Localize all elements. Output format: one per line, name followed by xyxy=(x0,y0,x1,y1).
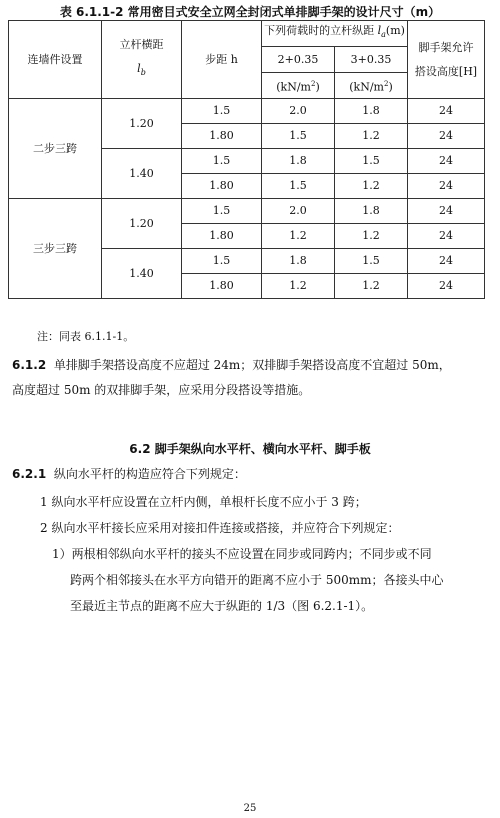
header-load-a-unit: $(kN/m^2)$ xyxy=(262,73,335,99)
cell-step-h: 1.80 xyxy=(182,274,262,299)
header-load-b-unit: $(kN/m^2)$ xyxy=(335,73,408,99)
table-row xyxy=(9,99,485,124)
cell-la-load-b: 1.2 xyxy=(335,224,408,249)
page-number: 25 xyxy=(243,803,257,814)
cell-height: 24 xyxy=(408,174,485,199)
cell-step-h: 1.5 xyxy=(182,149,262,174)
cell-la-load-a: 1.8 xyxy=(262,149,335,174)
cell-step-h: 1.80 xyxy=(182,124,262,149)
cell-step-h: 1.5 xyxy=(182,99,262,124)
cell-la-load-a: 2.0 xyxy=(262,99,335,124)
clause-6-1-2: 6.1.2 单排脚手架搭设高度不应超过 24m；双排脚手架搭设高度不宜超过 50m， xyxy=(12,358,451,372)
cell-height: 24 xyxy=(408,249,485,274)
cell-height: 24 xyxy=(408,124,485,149)
cell-lb: 1.20 xyxy=(102,199,182,249)
cell-la-load-b: 1.8 xyxy=(335,199,408,224)
cell-step-h: 1.5 xyxy=(182,249,262,274)
table-caption: 表 6.1.1-2 常用密目式安全立网全封闭式单排脚手架的设计尺寸（m） xyxy=(59,5,441,19)
cell-step-h: 1.80 xyxy=(182,224,262,249)
cell-la-load-a: 1.5 xyxy=(262,124,335,149)
section-heading-6-2: 6.2 脚手架纵向水平杆、横向水平杆、脚手板 xyxy=(129,442,371,456)
cell-la-load-a: 2.0 xyxy=(262,199,335,224)
cell-step-h: 1.5 xyxy=(182,199,262,224)
cell-la-load-b: 1.2 xyxy=(335,124,408,149)
header-lb-symbol: $l_b$ xyxy=(137,62,146,78)
cell-la-load-b: 1.5 xyxy=(335,249,408,274)
sub-item-1-cont-2: 至最近主节点的距离不应大于纵距的 1/3（图 6.2.1-1）。 xyxy=(70,599,374,613)
cell-lb: 1.40 xyxy=(102,249,182,299)
cell-la-load-b: 1.8 xyxy=(335,99,408,124)
design-size-table xyxy=(8,20,485,299)
cell-la-load-b: 1.5 xyxy=(335,149,408,174)
cell-wall-tie: 二步三跨 xyxy=(9,99,102,199)
cell-height: 24 xyxy=(408,199,485,224)
cell-la-load-a: 1.2 xyxy=(262,274,335,299)
sub-item-1-cont-1: 跨两个相邻接头在水平方向错开的距离不应小于 500mm；各接头中心 xyxy=(70,573,444,587)
cell-height: 24 xyxy=(408,149,485,174)
cell-height: 24 xyxy=(408,224,485,249)
cell-la-load-a: 1.5 xyxy=(262,174,335,199)
table-note: 注：同表 6.1.1-1。 xyxy=(37,330,135,343)
header-load-a: 2+0.35 xyxy=(262,47,335,73)
cell-lb: 1.40 xyxy=(102,149,182,199)
table-row xyxy=(9,199,485,224)
cell-la-load-b: 1.2 xyxy=(335,274,408,299)
cell-height: 24 xyxy=(408,274,485,299)
cell-step-h: 1.80 xyxy=(182,174,262,199)
sub-item-1: 1）两根相邻纵向水平杆的接头不应设置在同步或同跨内；不同步或不同 xyxy=(52,547,432,561)
clause-6-2-1: 6.2.1 纵向水平杆的构造应符合下列规定： xyxy=(12,467,246,481)
clause-item-1: 1 纵向水平杆应设置在立杆内侧，单根杆长度不应小于 3 跨； xyxy=(40,495,367,509)
cell-lb: 1.20 xyxy=(102,99,182,149)
header-longitudinal-spacing: 下列荷载时的立杆纵距 $l_a(m)$ xyxy=(262,21,408,47)
clause-6-1-2-cont: 高度超过 50m 的双排脚手架，应采用分段搭设等措施。 xyxy=(12,383,311,397)
header-step-h: 步距 h xyxy=(182,21,262,99)
cell-wall-tie: 三步三跨 xyxy=(9,199,102,299)
cell-la-load-a: 1.8 xyxy=(262,249,335,274)
header-allowable-height: 脚手架允许 搭设高度[H] xyxy=(408,21,485,99)
cell-height: 24 xyxy=(408,99,485,124)
cell-la-load-a: 1.2 xyxy=(262,224,335,249)
clause-item-2: 2 纵向水平杆接长应采用对接扣件连接或搭接，并应符合下列规定： xyxy=(40,521,400,535)
cell-la-load-b: 1.2 xyxy=(335,174,408,199)
header-load-b: 3+0.35 xyxy=(335,47,408,73)
header-wall-tie: 连墙件设置 xyxy=(9,21,102,99)
header-transverse-spacing: 立杆横距 $l_b$ xyxy=(102,21,182,99)
